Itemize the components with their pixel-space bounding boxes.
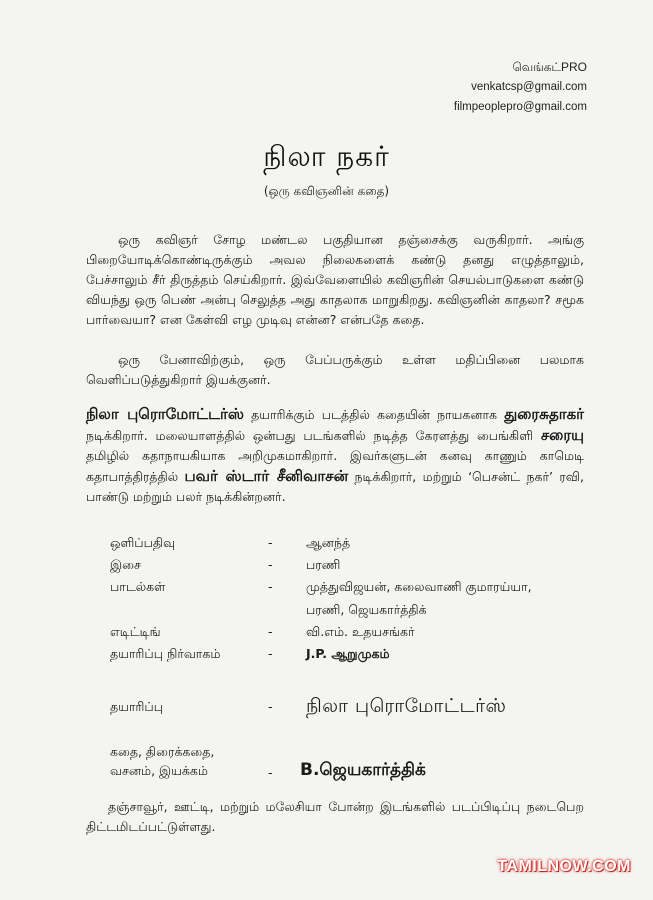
cast-text-2: நடிக்கிறார். மலையாளத்தில் ஒன்பது படங்களில் நடித்த கேரளத்து பைங்கிளி bbox=[86, 428, 541, 443]
crew-member: பரணி bbox=[306, 557, 341, 572]
crew-row bbox=[110, 535, 600, 555]
crew-role: பாடல்கள் bbox=[110, 579, 166, 594]
shooting-paragraph bbox=[86, 797, 584, 837]
crew-row bbox=[110, 602, 600, 622]
crew-row bbox=[110, 557, 600, 577]
production-dash: - bbox=[268, 699, 273, 714]
crew-dash: - bbox=[268, 535, 273, 550]
cast-text-3: தமிழில் கதாநாயகியாக அறிமுகமாகிறார். இவர்களுடன் கனவு காணும் காமெடி கதாபாத்திரத்தில் bbox=[86, 448, 584, 484]
contact-email-1: venkatcsp@gmail.com bbox=[471, 81, 587, 93]
crew-member: J.P. ஆறுமுகம் bbox=[306, 646, 390, 661]
crew-row bbox=[110, 646, 600, 666]
director-role-line2: வசனம், இயக்கம் bbox=[110, 763, 208, 778]
director-text: ஒரு பேனாவிற்கும், ஒரு பேப்பருக்கும் உள்ள மதிப்பினை பலமாக வெளிப்படுத்துகிறார் இயக்குனர். bbox=[86, 352, 584, 387]
story-text: ஒரு கவிஞர் சோழ மண்டல பகுதியான தஞ்சைக்கு வருகிறார். அங்கு பிறையோடிக்கொண்டிருக்கும் அவல நிலைகளைக் கண்டு தனது எழுத்தாலும், பேச்சாலும் சீர் திருத்தம் செய்கிறார். இவ்வேளையில் கவிஞரின் செயல்பாடுகளை கண்டு வியந்து ஒரு பெண் அன்பு செலுத்த அது காதலாக மாறுகிறது. கவிஞனின் காதலா? சமூக பார்வையா? என கேள்வி எழ முடிவு என்ன? என்பதே கதை. bbox=[86, 232, 584, 327]
crew-role: தயாரிப்பு நிர்வாகம் bbox=[110, 646, 221, 661]
director-paragraph bbox=[86, 350, 584, 390]
cast-text-4: நடிக்கிறார், மற்றும் ‘பெசன்ட் நகர்’ ரவி, பாண்டு மற்றும் பலர் நடிக்கின்றனர். bbox=[86, 469, 585, 504]
crew-dash: - bbox=[268, 624, 273, 639]
director-name: B.ஜெயகார்த்திக் bbox=[300, 760, 426, 780]
story-paragraph bbox=[86, 230, 584, 330]
crew-dash: - bbox=[268, 557, 273, 572]
watermark-logo: TAMILNOW.COM bbox=[497, 858, 631, 875]
production-role: தயாரிப்பு bbox=[110, 699, 163, 714]
cast-text-1: தயாரிக்கும் படத்தில் கதையின் நாயகனாக bbox=[243, 407, 505, 422]
crew-row bbox=[110, 579, 600, 599]
crew-member: முத்துவிஜயன், கலைவாணி குமாரய்யா, bbox=[306, 579, 532, 594]
heroine-name-bold: சரையு bbox=[540, 426, 584, 444]
page-title: நிலா நகர் bbox=[263, 140, 390, 173]
crew-role: ஒளிப்பதிவு bbox=[110, 535, 176, 550]
crew-dash: - bbox=[268, 579, 273, 594]
director-row bbox=[110, 744, 600, 788]
cast-paragraph bbox=[86, 404, 584, 507]
contact-name: வெங்கட்PRO bbox=[512, 60, 587, 74]
crew-role: எடிட்டிங் bbox=[110, 624, 161, 639]
crew-member: ஆனந்த் bbox=[306, 535, 351, 550]
crew-dash: - bbox=[268, 646, 273, 661]
crew-role: இசை bbox=[110, 557, 141, 572]
director-dash: - bbox=[268, 765, 273, 780]
production-house-bold: நிலா புரொமோட்டர்ஸ் bbox=[86, 405, 244, 423]
shooting-text: தஞ்சாவூர், ஊட்டி, மற்றும் மலேசியா போன்ற இடங்களில் படப்பிடிப்பு நடைபெற திட்டமிடப்பட்டுள்ளது. bbox=[86, 799, 584, 834]
crew-row bbox=[110, 624, 600, 644]
production-row bbox=[110, 695, 600, 721]
director-role-line1: கதை, திரைக்கதை, bbox=[110, 744, 215, 759]
crew-member: வி.எம். உதயசங்கர் bbox=[306, 624, 415, 639]
page-subtitle: (ஒரு கவிஞனின் கதை) bbox=[263, 184, 390, 198]
crew-member: பரணி, ஜெயகார்த்திக் bbox=[306, 602, 427, 617]
contact-email-2: filmpeoplepro@gmail.com bbox=[453, 101, 587, 113]
production-house: நிலா புரொமோட்டர்ஸ் bbox=[306, 695, 507, 717]
hero-name-bold: துரைசுதாகர் bbox=[504, 405, 584, 423]
comedian-name-bold: பவர் ஸ்டார் சீனிவாசன் bbox=[184, 467, 349, 485]
